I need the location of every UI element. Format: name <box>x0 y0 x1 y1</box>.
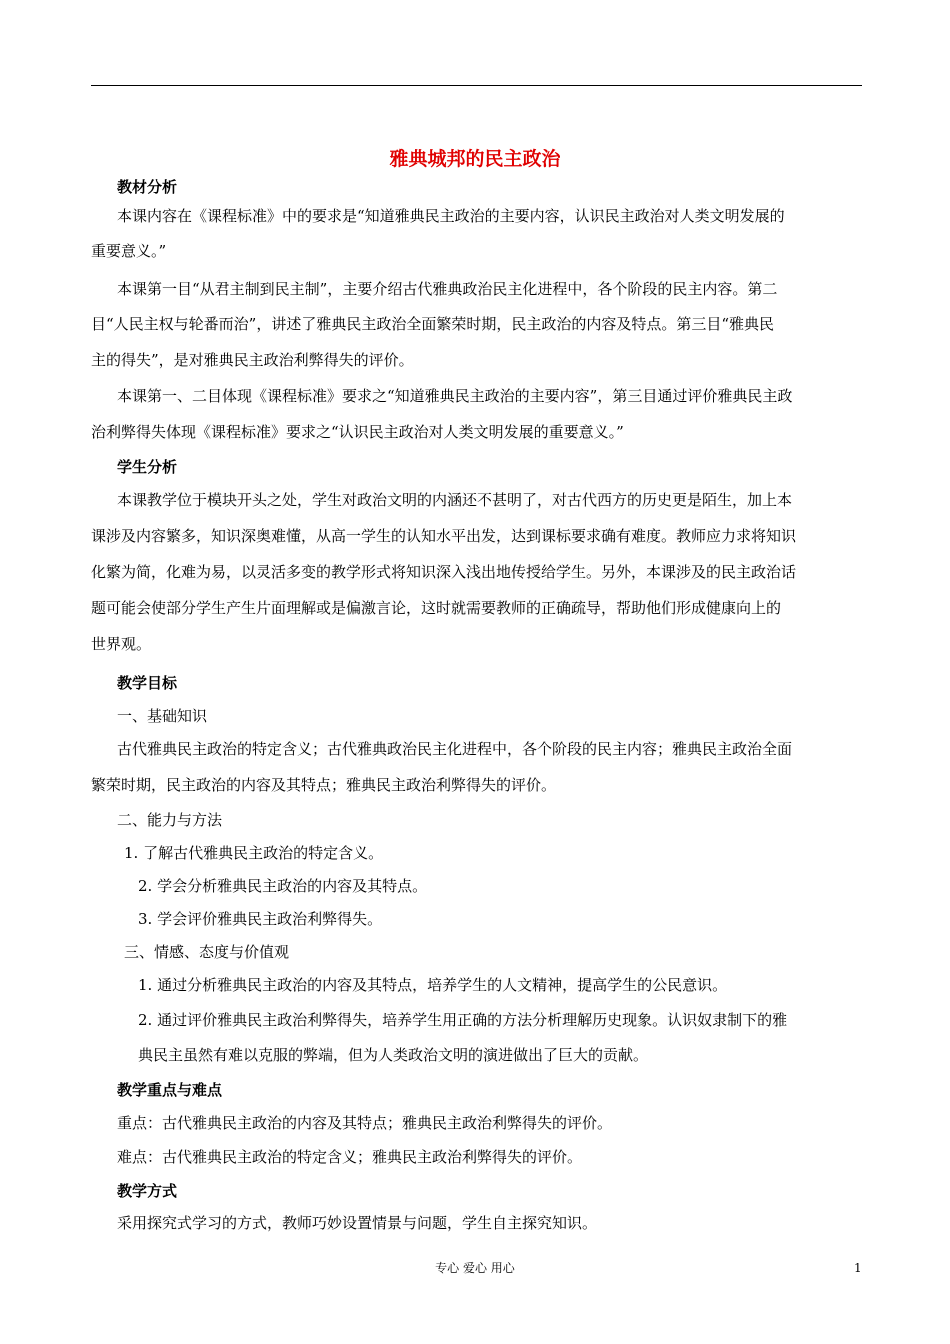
section-heading-teaching-method: 教学方式 <box>117 1182 178 1200</box>
paragraph-line: 世界观。 <box>91 635 152 653</box>
subheading: 二、能力与方法 <box>117 811 223 829</box>
paragraph-line: 化繁为简，化难为易，以灵活多变的教学形式将知识深入浅出地传授给学生。另外，本课涉及的民主政治话 <box>91 563 797 581</box>
list-item: 2. 学会分析雅典民主政治的内容及其特点。 <box>138 877 428 895</box>
paragraph-line: 题可能会使部分学生产生片面理解或是偏激言论，这时就需要教师的正确疏导，帮助他们形成健康向上的 <box>91 599 782 617</box>
section-heading-textbook-analysis: 教材分析 <box>117 178 178 196</box>
page-number: 1 <box>854 1261 862 1275</box>
subheading: 三、情感、态度与价值观 <box>124 943 290 961</box>
paragraph-line: 本课教学位于模块开头之处，学生对政治文明的内涵还不甚明了，对古代西方的历史更是陌生，加上本 <box>117 491 793 509</box>
list-item-continuation: 典民主虽然有难以克服的弊端，但为人类政治文明的演进做出了巨大的贡献。 <box>138 1046 649 1064</box>
section-heading-key-points: 教学重点与难点 <box>117 1081 223 1099</box>
paragraph-line: 古代雅典民主政治的特定含义；古代雅典政治民主化进程中，各个阶段的民主内容；雅典民主政治全面 <box>117 740 793 758</box>
paragraph-line: 治利弊得失体现《课程标准》要求之“认识民主政治对人类文明发展的重要意义。” <box>91 423 624 441</box>
paragraph-line: 采用探究式学习的方式，教师巧妙设置情景与问题，学生自主探究知识。 <box>117 1214 598 1232</box>
list-item: 3. 学会评价雅典民主政治利弊得失。 <box>138 910 383 928</box>
page-footer-motto: 专心 爱心 用心 <box>435 1261 515 1275</box>
paragraph-line: 本课第一、二目体现《课程标准》要求之“知道雅典民主政治的主要内容”，第三目通过评价雅典民主政 <box>117 387 793 405</box>
paragraph-line: 繁荣时期，民主政治的内容及其特点；雅典民主政治利弊得失的评价。 <box>91 776 557 794</box>
section-heading-teaching-goals: 教学目标 <box>117 674 178 692</box>
paragraph-line: 课涉及内容繁多，知识深奥难懂，从高一学生的认知水平出发，达到课标要求确有难度。教师应力求将知识 <box>91 527 797 545</box>
paragraph-line: 目“人民主权与轮番而治”，讲述了雅典民主政治全面繁荣时期，民主政治的内容及特点。第三目“雅典民 <box>91 315 775 333</box>
paragraph-line: 重要意义。” <box>91 242 167 260</box>
list-item: 2. 通过评价雅典民主政治利弊得失，培养学生用正确的方法分析理解历史现象。认识奴隶制下的雅 <box>138 1011 788 1029</box>
list-item: 1. 通过分析雅典民主政治的内容及其特点，培养学生的人文精神，提高学生的公民意识。 <box>138 976 728 994</box>
subheading: 一、基础知识 <box>117 707 208 725</box>
list-item: 1. 了解古代雅典民主政治的特定含义。 <box>124 844 384 862</box>
paragraph-line: 主的得失”，是对雅典民主政治利弊得失的评价。 <box>91 351 414 369</box>
paragraph-line: 难点：古代雅典民主政治的特定含义；雅典民主政治利弊得失的评价。 <box>117 1148 583 1166</box>
section-heading-student-analysis: 学生分析 <box>117 458 178 476</box>
document-title: 雅典城邦的民主政治 <box>389 148 561 170</box>
paragraph-line: 重点：古代雅典民主政治的内容及其特点；雅典民主政治利弊得失的评价。 <box>117 1114 613 1132</box>
header-rule <box>91 85 862 86</box>
paragraph-line: 本课第一目“从君主制到民主制”，主要介绍古代雅典政治民主化进程中，各个阶段的民主内容。第二 <box>117 280 778 298</box>
paragraph-line: 本课内容在《课程标准》中的要求是“知道雅典民主政治的主要内容，认识民主政治对人类文明发展的 <box>117 207 785 225</box>
